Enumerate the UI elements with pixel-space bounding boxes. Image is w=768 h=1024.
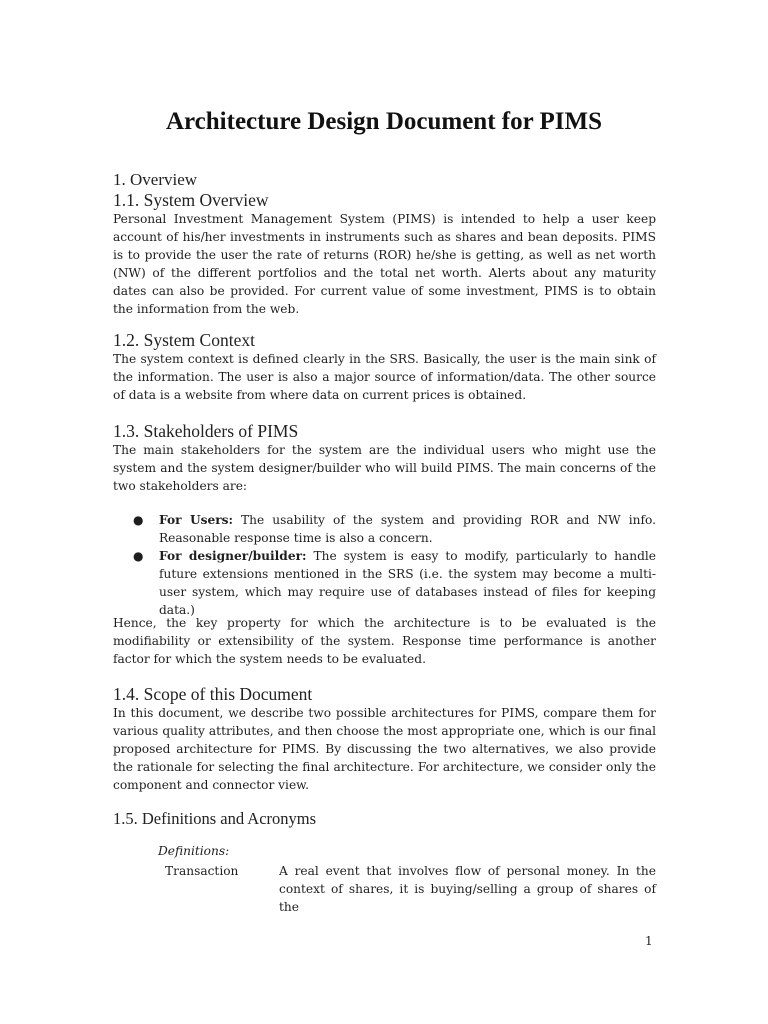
stakeholders-conclusion-paragraph: Hence, the key property for which the architecture is to be evaluated is the modifiability or extensibility of the system. Response time performance is another factor for which the system needs to be evaluated.	[113, 616, 656, 666]
list-item	[113, 547, 656, 619]
definition-text: A real event that involves flow of personal money. In the context of shares, it is buying/selling a group of shares of the	[279, 864, 656, 914]
definitions-label: Definitions:	[158, 844, 230, 858]
stakeholder-description: The usability of the system and providing ROR and NW info. Reasonable response time is also a concern.	[159, 513, 656, 545]
scope-paragraph: In this document, we describe two possible architectures for PIMS, compare them for various quality attributes, and then choose the most appropriate one, which is our final proposed architecture for PIMS. By discussing the two alternatives, we also provide the rationale for selecting the final architecture. For architecture, we consider only the component and connector view.	[113, 706, 656, 792]
bullet-icon: ●	[133, 513, 144, 527]
stakeholder-term: For Users:	[159, 513, 233, 527]
definition-term: Transaction	[165, 864, 239, 878]
section-system-overview-heading: 1.1. System Overview	[113, 190, 269, 210]
stakeholders-intro-paragraph: The main stakeholders for the system are the individual users who might use the system and the system designer/builder who will build PIMS. The main concerns of the two stakeholders are:	[113, 443, 656, 493]
document-title: Architecture Design Document for PIMS	[165, 108, 603, 135]
section-definitions-heading: 1.5. Definitions and Acronyms	[113, 809, 317, 828]
system-context-paragraph: The system context is defined clearly in the SRS. Basically, the user is the main sink of the information. The user is also a major source of information/data. The other source of data is a website from where data on current prices is obtained.	[113, 352, 656, 402]
page-number: 1	[645, 934, 653, 948]
stakeholder-term: For designer/builder:	[159, 549, 307, 563]
list-item	[113, 511, 656, 547]
section-overview-heading: 1. Overview	[113, 170, 198, 189]
stakeholder-description: The system is easy to modify, particularly to handle future extensions mentioned in the SRS (i.e. the system may become a multi-user system, which may require use of databases instead of files for keeping data.)	[159, 549, 656, 617]
stakeholders-list	[113, 511, 656, 619]
section-system-context-heading: 1.2. System Context	[113, 330, 255, 350]
section-stakeholders-heading: 1.3. Stakeholders of PIMS	[113, 421, 299, 441]
system-overview-paragraph: Personal Investment Management System (PIMS) is intended to help a user keep account of his/her investments in instruments such as shares and bean deposits. PIMS is to provide the user the rate of returns (ROR) he/she is getting, as well as net worth (NW) of the different portfolios and the total net worth. Alerts about any maturity dates can also be provided. For current value of some investment, PIMS is to obtain the information from the web.	[113, 212, 656, 316]
section-scope-heading: 1.4. Scope of this Document	[113, 684, 313, 704]
bullet-icon: ●	[133, 549, 144, 563]
